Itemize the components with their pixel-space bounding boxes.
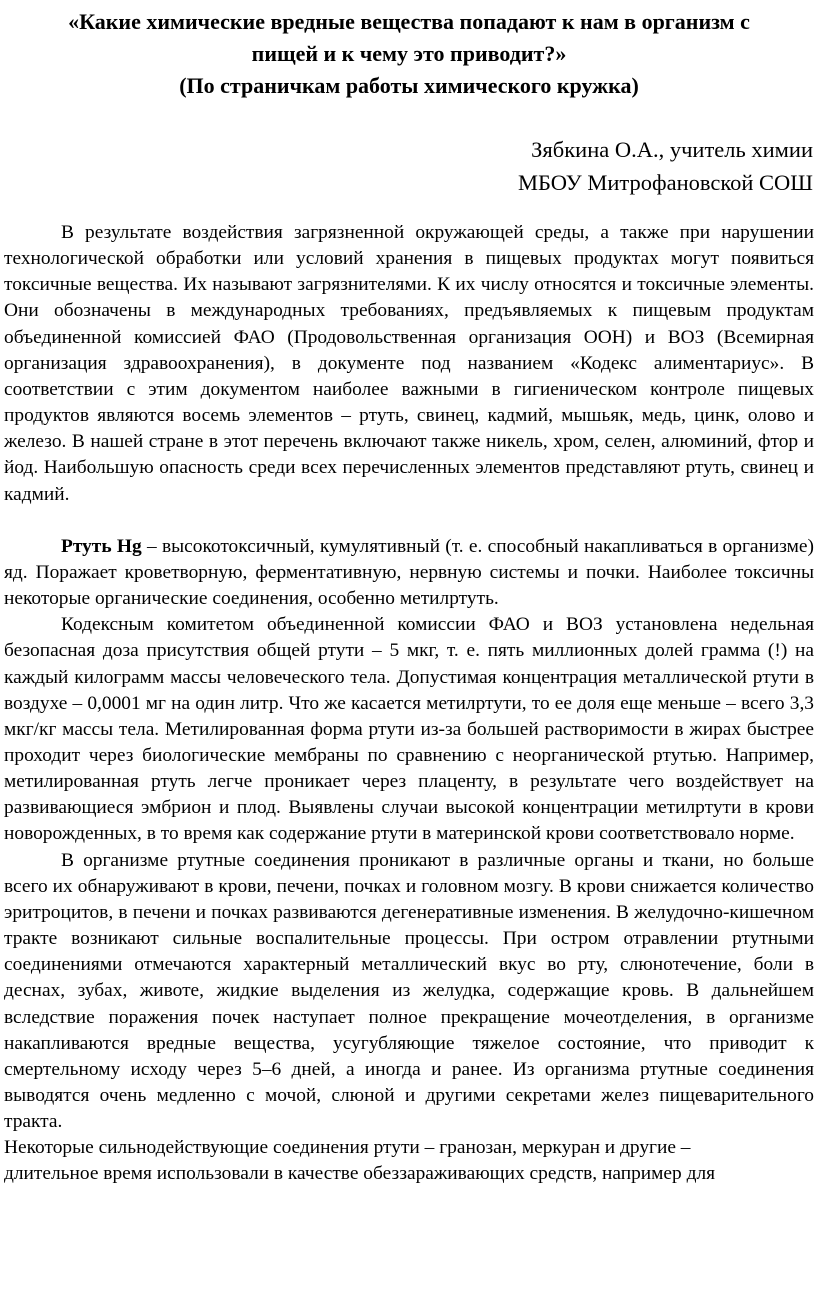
subtitle: (По страничкам работы химического кружка) — [179, 73, 639, 98]
paragraph-mercury — [4, 534, 814, 612]
tail-line-1: Некоторые сильнодействующие соединения ртути – гранозан, меркуран и другие – — [4, 1137, 691, 1159]
title-line-2: пищей и к чему это приводит?» — [251, 41, 567, 66]
mercury-term: Ртуть Hg — [61, 535, 142, 557]
paragraph-tail — [4, 1135, 814, 1187]
paragraph-organism: В организме ртутные соединения проникают в различные органы и ткани, но больше всего их обнаруживают в крови, печени, почках и головном мозгу. В крови снижается количество эритроцитов, в печени и почках развиваются дегенеративные изменения. В желудочно-кишечном тракте возникают сильные воспалительные процессы. При остром отравлении ртутными соединениями отмечаются характерный металлический вкус во рту, слюнотечение, боли в деснах, зубах, животе, жидкие выделения из желудка, содержащие кровь. В дальнейшем вследствие поражения почек наступает полное прекращение мочеотделения, в организме накапливаются вредные вещества, усугубляющие тяжелое состояние, что приводит к смертельному исходу через 5–6 дней, а иногда и ранее. Из организма ртутные соединения выводятся очень медленно с мочой, слюной и другими секретами желез пищеварительного тракта. — [4, 849, 814, 1133]
title-line-1: «Какие химические вредные вещества попадают к нам в организм с — [68, 9, 750, 34]
tail-line-2: длительное время использовали в качестве обеззараживающих средств, например для — [4, 1163, 716, 1185]
author-block — [4, 102, 814, 199]
paragraph-codex: Кодексным комитетом объединенной комиссии ФАО и ВОЗ установлена недельная безопасная доза присутствия общей ртути – 5 мкг, т. е. пять миллионных долей грамма (!) на каждый килограмм массы человеческого тела. Допустимая концентрация металлической ртути в воздухе – 0,0001 мг на один литр. Что же касается метилртути, то ее доля еще меньше – всего 3,3 мкг/кг массы тела. Метилированная форма ртути из-за большей растворимости в жирах быстрее проходит через биологические мембраны по сравнению с неорганической ртутью. Например, метилированная ртуть легче проникает через плаценту, в результате чего воздействует на развивающиеся эмбрион и плод. Выявлены случаи высокой концентрации метилртути в крови новорожденных, в то время как содержание ртути в материнской крови соответствовало норме. — [4, 614, 814, 845]
document-title — [4, 0, 814, 102]
paragraph-intro: В результате воздействия загрязненной окружающей среды, а также при нарушении технологической обработки или условий хранения в пищевых продуктах могут появиться токсичные вещества. Их называют загрязнителями. К их числу относятся и токсичные элементы. Они обозначены в международных требованиях, предъявляемых к пищевым продуктам объединенной комиссией ФАО (Продовольственная организация ООН) и ВОЗ (Всемирная организация здравоохранения), в документе под названием «Кодекс алиментариус». В соответствии с этим документом наиболее важными в гигиеническом контроле пищевых продуктов являются восемь элементов – ртуть, свинец, кадмий, мышьяк, медь, цинк, олово и железо. В нашей стране в этот перечень включают также никель, хром, селен, алюминий, фтор и йод. Наибольшую опасность среди всех перечисленных элементов представляют ртуть, свинец и кадмий. — [4, 222, 814, 505]
mercury-definition: – высокотоксичный, кумулятивный (т. е. способный накапливаться в организме) яд. Поражает кроветворную, ферментативную, нервную системы и почки. Наиболее токсичны некоторые органические соединения, особенно метилртуть. — [4, 535, 814, 610]
author-name: Зябкина О.А., учитель химии — [531, 137, 813, 162]
author-school: МБОУ Митрофановской СОШ — [518, 170, 813, 195]
